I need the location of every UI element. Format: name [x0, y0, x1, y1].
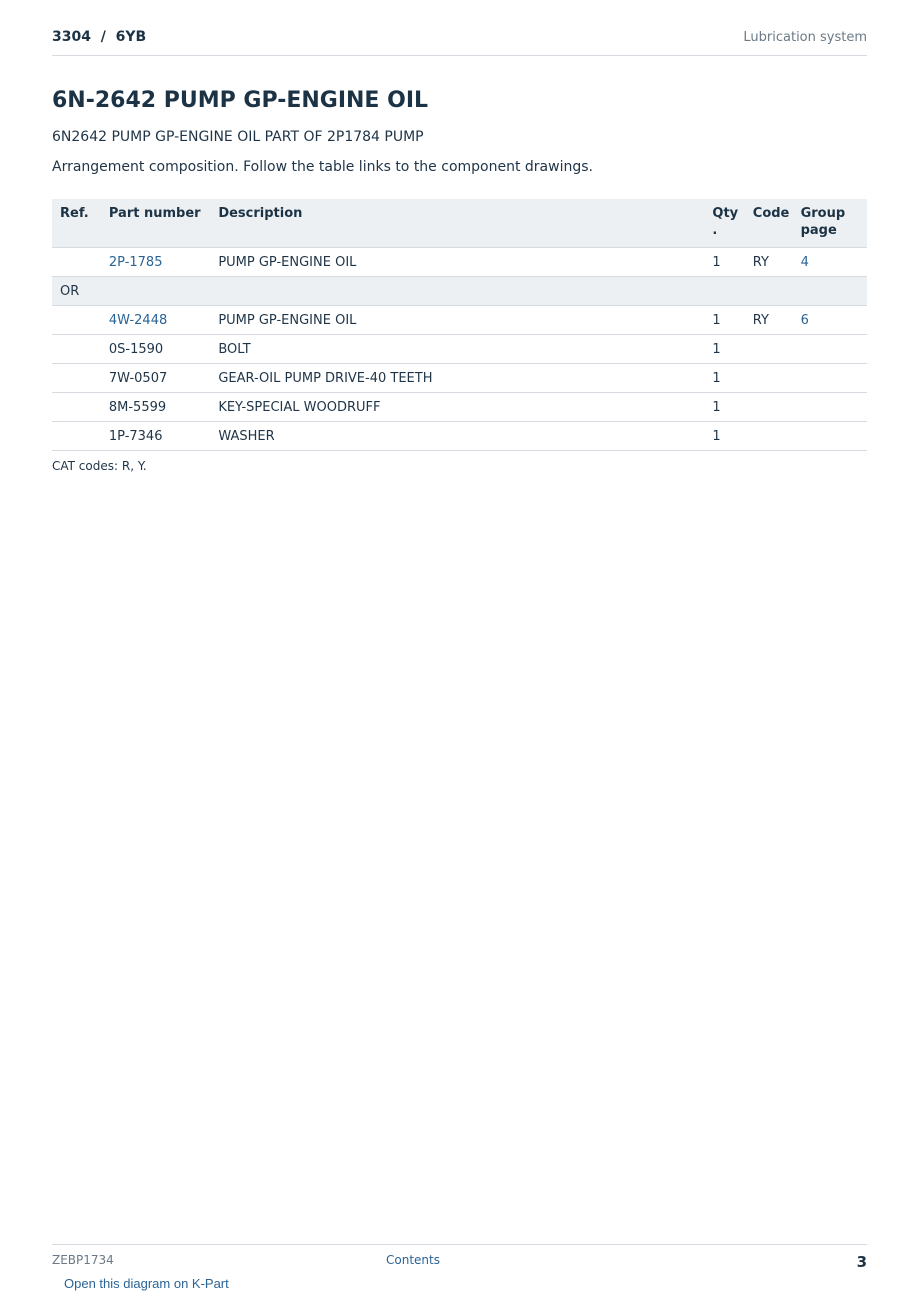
page-subtitle: 6N2642 PUMP GP-ENGINE OIL PART OF 2P1784 PUMP	[52, 129, 424, 145]
or-row	[52, 277, 867, 306]
col-header-part-number: Part number	[101, 199, 210, 248]
section-name: Lubrication system	[743, 30, 867, 45]
ref-cell	[52, 335, 101, 364]
col-header-description: Description	[210, 199, 704, 248]
table-row	[52, 306, 867, 335]
table-row	[52, 364, 867, 393]
qty-cell: 1	[704, 248, 744, 277]
table-header-row	[52, 199, 867, 248]
code-cell	[745, 393, 793, 422]
code-cell: RY	[745, 248, 793, 277]
qty-cell: 1	[704, 335, 744, 364]
page-title: 6N-2642 PUMP GP-ENGINE OIL	[52, 88, 429, 113]
table-row	[52, 248, 867, 277]
page-footer	[52, 1244, 867, 1271]
col-header-qty: Qty .	[704, 199, 744, 248]
page-number: 3	[856, 1253, 867, 1271]
ref-cell	[52, 306, 101, 335]
code-cell	[745, 335, 793, 364]
ref-cell	[52, 248, 101, 277]
part-number-link[interactable]: 4W-2448	[101, 306, 210, 335]
page-header	[52, 28, 867, 56]
table-row	[52, 335, 867, 364]
group-page-cell	[793, 393, 867, 422]
intro-text: Arrangement composition. Follow the table links to the component drawings.	[52, 159, 593, 175]
group-page-cell	[793, 422, 867, 451]
parts-table	[52, 199, 867, 451]
qty-cell: 1	[704, 422, 744, 451]
code-cell	[745, 422, 793, 451]
open-kpart-link[interactable]: Open this diagram on K-Part	[64, 1276, 229, 1291]
part-number-link[interactable]: 2P-1785	[101, 248, 210, 277]
ref-cell	[52, 422, 101, 451]
description-cell: PUMP GP-ENGINE OIL	[210, 306, 704, 335]
ref-cell	[52, 364, 101, 393]
col-header-group-page: Group page	[793, 199, 867, 248]
description-cell: KEY-SPECIAL WOODRUFF	[210, 393, 704, 422]
part-number-cell: 1P-7346	[101, 422, 210, 451]
part-number-cell: 7W-0507	[101, 364, 210, 393]
table-row	[52, 422, 867, 451]
part-number-cell: 0S-1590	[101, 335, 210, 364]
group-page-link[interactable]: 6	[793, 306, 867, 335]
description-cell: GEAR-OIL PUMP DRIVE-40 TEETH	[210, 364, 704, 393]
part-number-cell: 8M-5599	[101, 393, 210, 422]
col-header-ref: Ref.	[52, 199, 101, 248]
description-cell: PUMP GP-ENGINE OIL	[210, 248, 704, 277]
group-page-cell	[793, 364, 867, 393]
qty-cell: 1	[704, 306, 744, 335]
breadcrumb: 3304 / 6YB	[52, 29, 147, 45]
contents-link[interactable]: Contents	[386, 1253, 440, 1267]
cat-codes-note: CAT codes: R, Y.	[52, 459, 147, 473]
col-header-code: Code	[745, 199, 793, 248]
or-label: OR	[52, 277, 867, 306]
description-cell: WASHER	[210, 422, 704, 451]
code-cell	[745, 364, 793, 393]
table-row	[52, 393, 867, 422]
document-id: ZEBP1734	[52, 1253, 114, 1267]
description-cell: BOLT	[210, 335, 704, 364]
qty-cell: 1	[704, 364, 744, 393]
qty-cell: 1	[704, 393, 744, 422]
group-page-cell	[793, 335, 867, 364]
ref-cell	[52, 393, 101, 422]
table-body	[52, 248, 867, 451]
code-cell: RY	[745, 306, 793, 335]
group-page-link[interactable]: 4	[793, 248, 867, 277]
